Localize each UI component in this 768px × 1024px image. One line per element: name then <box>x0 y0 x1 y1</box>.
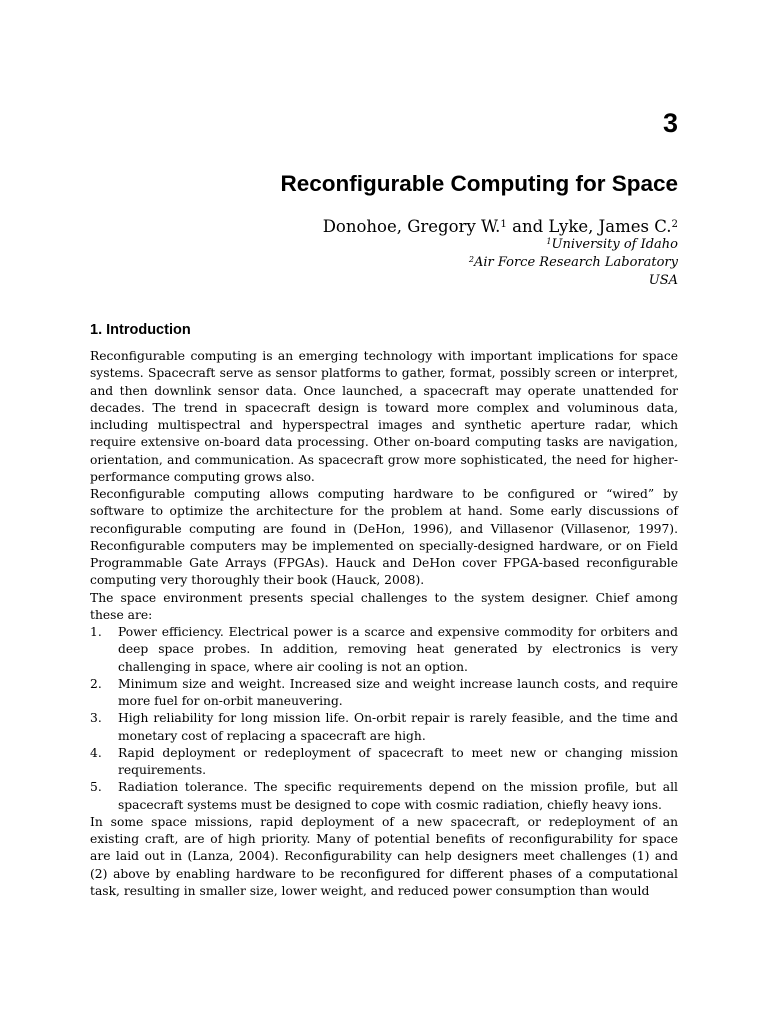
list-item <box>90 710 678 745</box>
list-number: 2. <box>90 676 102 691</box>
affiliation-country: USA <box>648 273 678 288</box>
author-2-marker: 2 <box>671 218 678 230</box>
author-line <box>323 216 678 238</box>
author-1-marker: 1 <box>500 218 507 230</box>
chapter-title: Reconfigurable Computing for Space <box>280 171 678 196</box>
document-page <box>90 0 678 1024</box>
paragraph: Reconfigurable computing is an emerging technology with important implications for space systems. Spacecraft serve as sensor platforms to gather, format, possibly screen or interpret, and then downlink sensor data. Once launched, a spacecraft may operate unattended for decades. The trend in spacecraft design is toward more complex and voluminous data, including multispectral and hyperspectral images and synthetic aperture radar, which require extensive on-board data processing. Other on-board computing tasks are navigation, orientation, and communication. As spacecraft grow more sophisticated, the need for higher-performance computing grows also. <box>90 349 678 484</box>
list-text: Power efficiency. Electrical power is a scarce and expensive commodity for orbiters and deep space probes. In addition, removing heat generated by electronics is very challenging in space, where air cooling is not an option. <box>118 625 678 674</box>
affiliation-2-text: Air Force Research Laboratory <box>473 255 678 270</box>
affiliation-1 <box>546 236 678 254</box>
author-1: Donohoe, Gregory W. <box>322 217 501 236</box>
list-item <box>90 676 678 711</box>
requirements-list <box>90 624 678 814</box>
affiliation-1-text: University of Idaho <box>551 237 678 252</box>
list-text: Rapid deployment or redeployment of spacecraft to meet new or changing mission requirements. <box>118 745 678 777</box>
list-number: 1. <box>90 625 102 639</box>
list-text: High reliability for long mission life. On-orbit repair is rarely feasible, and the time and monetary cost of replacing a spacecraft are high. <box>118 711 678 743</box>
list-number: 5. <box>90 780 102 795</box>
chapter-number: 3 <box>662 108 678 138</box>
paragraph: Reconfigurable computing allows computing hardware to be configured or “wired” by software to optimize the architecture for the problem at hand. Some early discussions of reconfigurable computing are found in (DeHon, 1996), and Villasenor (Villasenor, 1997). Reconfigurable computers may be implemented on specially-designed hardware, or on Field Programmable Gate Arrays (FPGAs). Hauck and DeHon cover FPGA-based reconfigurable computing very thoroughly their book (Hauck, 2008). <box>90 487 678 588</box>
section-heading: 1. Introduction <box>90 322 191 338</box>
affiliation-1-marker: 1 <box>546 236 552 246</box>
list-text: Radiation tolerance. The specific requirements depend on the mission profile, but all spacecraft systems must be designed to cope with cosmic radiation, chiefly heavy ions. <box>118 780 678 812</box>
paragraph: In some space missions, rapid deployment of a new spacecraft, or redeployment of an existing craft, are of high priority. Many of potential benefits of reconfigurability for space are laid out in (Lanza, 2004). Reconfigurability can help designers meet challenges (1) and (2) above by enabling hardware to be reconfigured for different phases of a computational task, resulting in smaller size, lower weight, and reduced power consumption than would <box>90 814 678 898</box>
list-item <box>90 779 678 814</box>
list-item <box>90 624 678 676</box>
list-item <box>90 745 678 780</box>
list-number: 4. <box>90 745 102 760</box>
affiliation-2 <box>469 254 678 272</box>
affiliation-2-marker: 2 <box>468 254 474 264</box>
author-2: and Lyke, James C. <box>506 217 672 236</box>
paragraph: The space environment presents special challenges to the system designer. Chief among these are: <box>90 590 678 622</box>
list-text: Minimum size and weight. Increased size and weight increase launch costs, and require more fuel for on-orbit maneuvering. <box>118 676 678 708</box>
list-number: 3. <box>90 711 102 726</box>
section-body <box>90 348 678 900</box>
